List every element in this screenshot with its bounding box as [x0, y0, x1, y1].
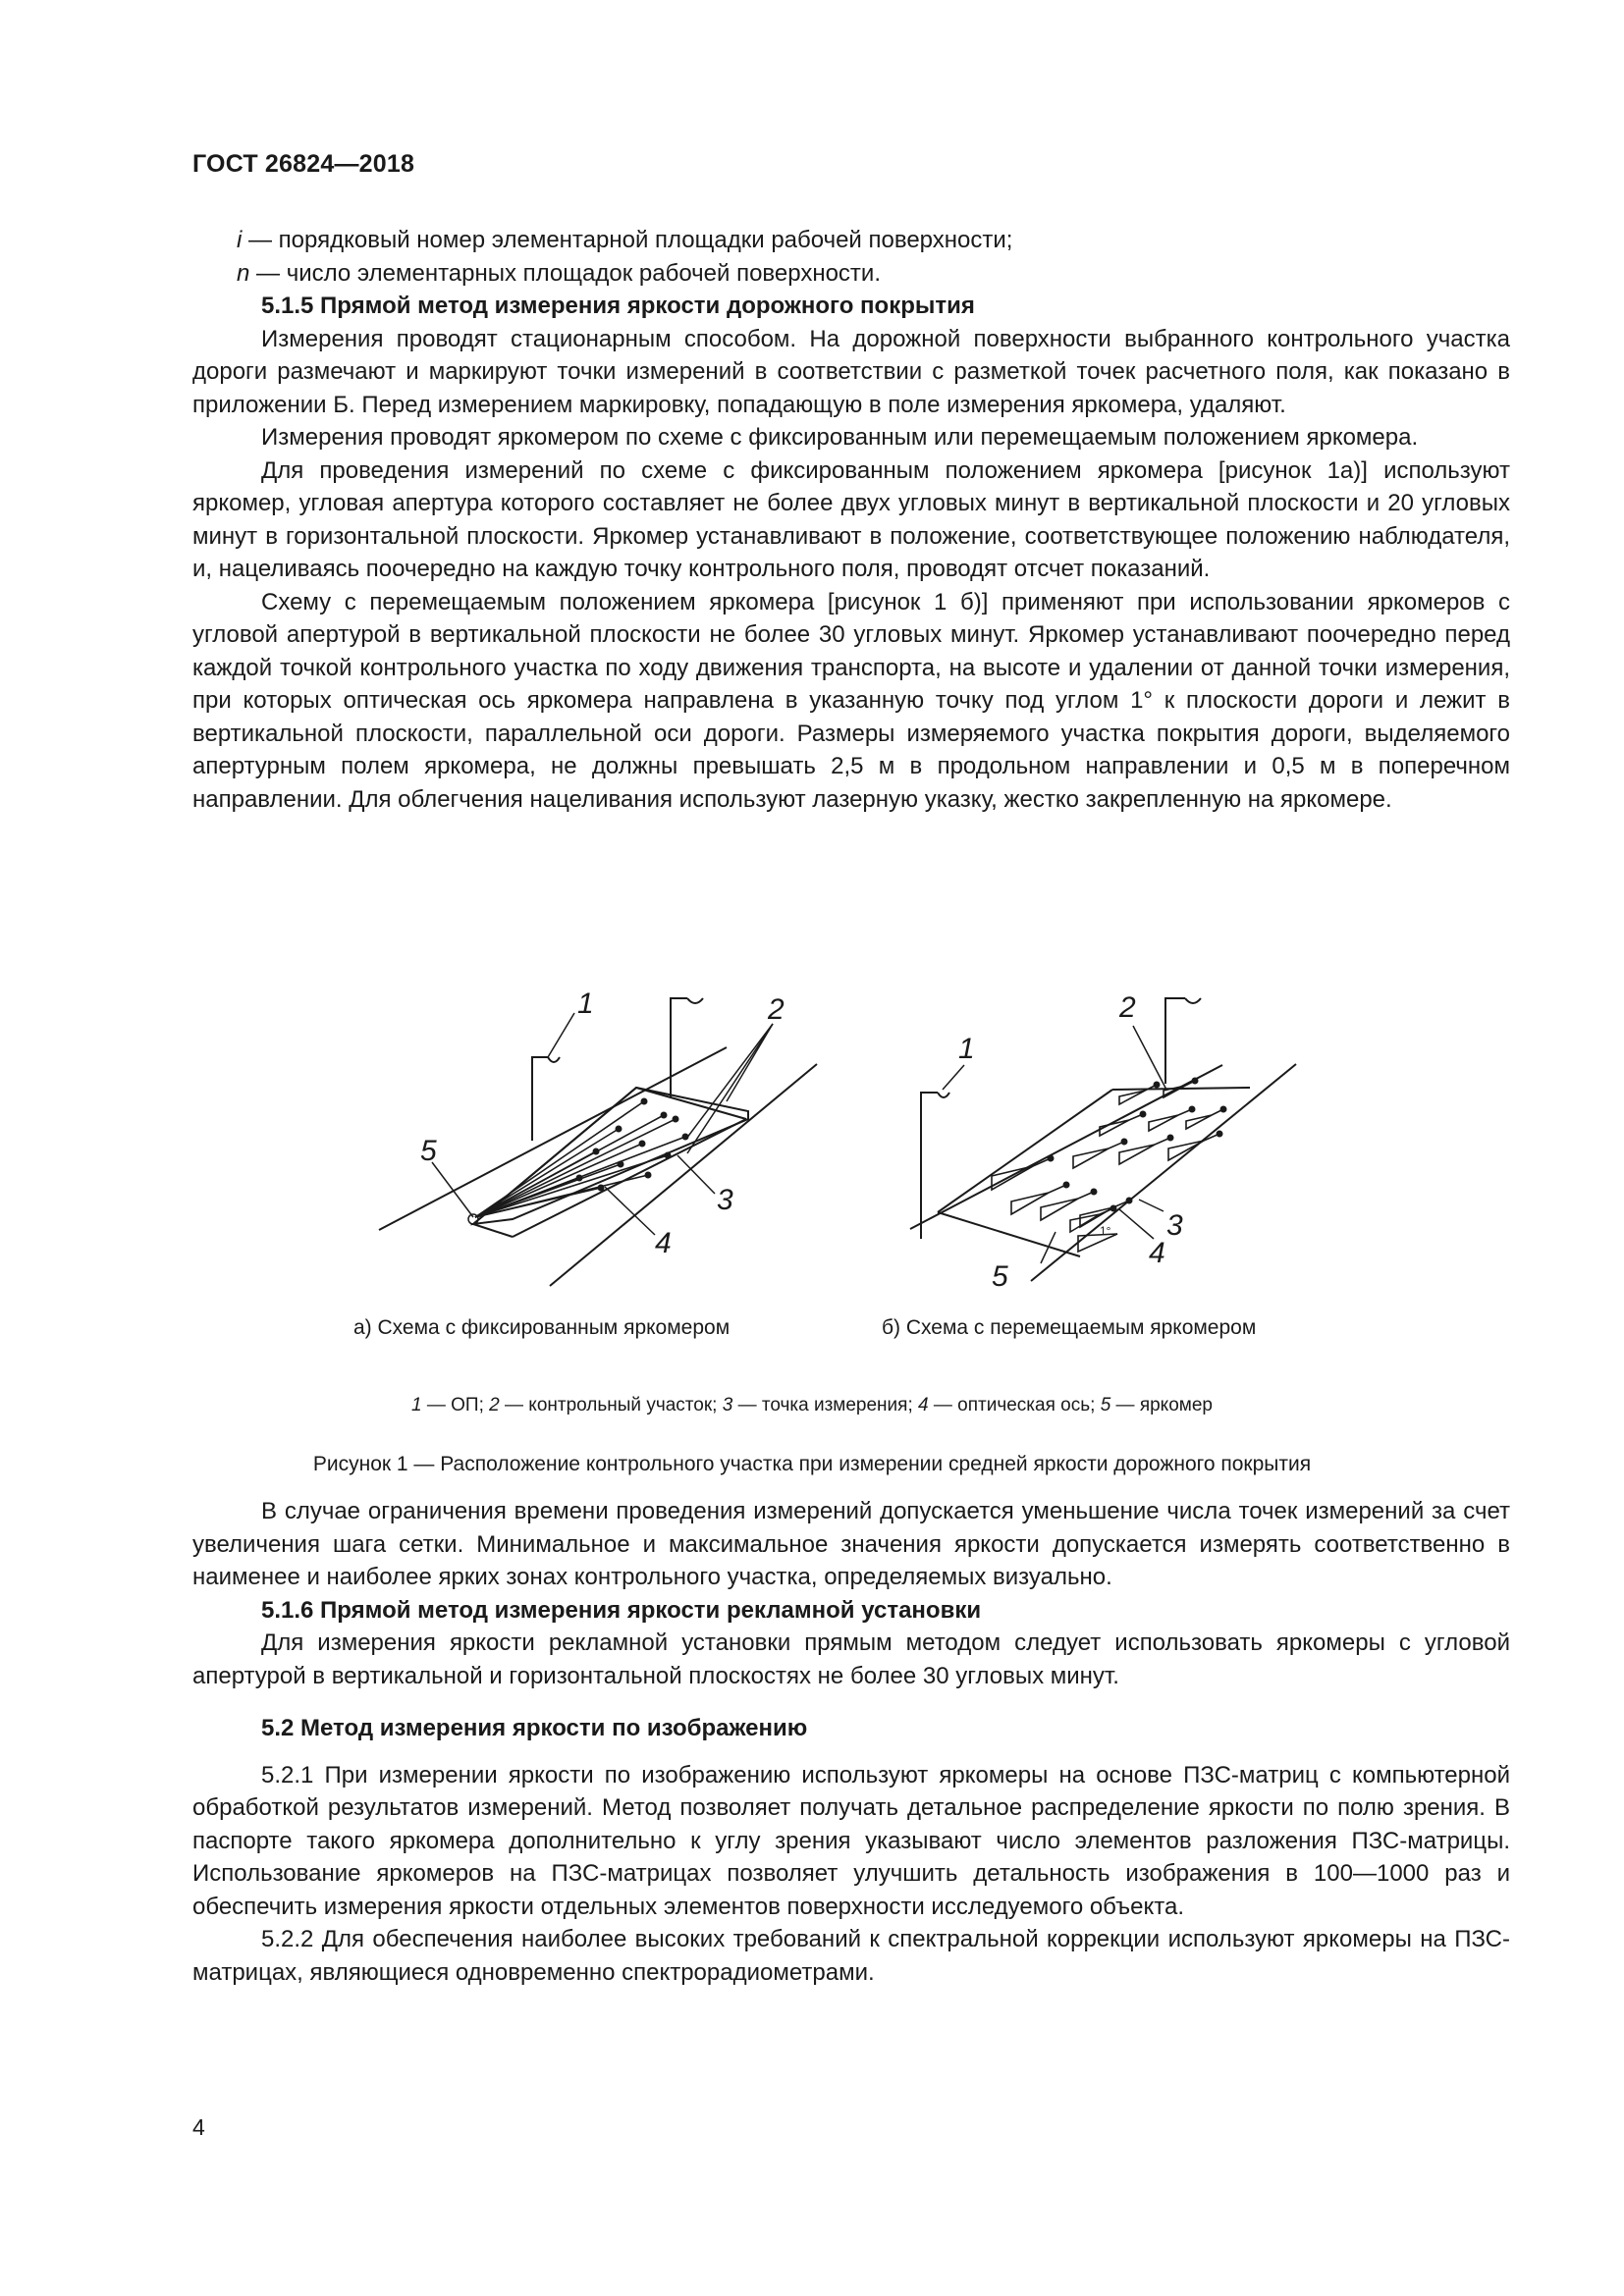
leader-line [605, 1187, 655, 1235]
observation-point-pole [532, 1057, 548, 1141]
measurement-point [665, 1152, 672, 1159]
paragraph: В случае ограничения времени проведения измерений допускается уменьшение числа точек измерений за счет увеличения шага сетки. Минимальное и максимальное значения яркости допускается измерять соответственно в наименее и наиболее ярких зонах контрольного участка, определяемых визуально. [192, 1498, 1510, 1590]
legend-text: — контрольный участок; [499, 1395, 723, 1415]
paragraph: Для измерения яркости рекламной установки прямым методом следует использовать яркомеры с угловой апертурой в вертикальной и горизонтальной плоскостях не более 30 угловых минут. [192, 1629, 1510, 1689]
leader-line [687, 1024, 773, 1153]
paragraph: 5.2.1 При измерении яркости по изображению используют яркомеры на основе ПЗС-матриц с компьютерной обработкой результатов измерений. Метод позволяет получать детальное распределение яркости по полю зрения. В паспорте такого яркомера дополнительно к углу зрения указывают число элементов разложения ПЗС-матрицы. Использование яркомеров на ПЗС-матрицах позволяет улучшить детальность изображения в 100—1000 раз и обеспечить измерения яркости отдельных элементов поверхности исследуемого объекта. [192, 1761, 1510, 1920]
section-heading-5-1-5: 5.1.5 Прямой метод измерения яркости дорожного покрытия [261, 293, 975, 319]
figure-a-label-4: 4 [655, 1227, 672, 1259]
measurement-point [1220, 1106, 1227, 1113]
angle-mark: 1° [1100, 1224, 1111, 1238]
measurement-point [1189, 1106, 1196, 1113]
definition-symbol: i [237, 227, 243, 253]
control-area-edge [636, 1088, 746, 1119]
leader-line [548, 1013, 574, 1057]
measurement-point [1048, 1155, 1055, 1162]
observation-point-pole [1165, 998, 1185, 1084]
measurement-point [1140, 1111, 1147, 1118]
figure-b-label-2: 2 [1119, 991, 1136, 1024]
paragraph: Для проведения измерений по схеме с фиксированным положением яркомера [рисунок 1а)] используют яркомер, угловая апертура которого составляет не более двух угловых минут в вертикальной плоскости и 20 угловых минут в горизонтальной плоскости. Яркомер устанавливают в положение, соответствующее положению наблюдателя, и, нацеливаясь поочередно на каждую точку контрольного поля, проводят отсчет показаний. [192, 456, 1510, 582]
meter-wedge [992, 1158, 1051, 1190]
figure-a-label-3: 3 [717, 1184, 733, 1216]
measurement-point [639, 1141, 646, 1148]
leader-line [1139, 1200, 1164, 1211]
legend-number: 1 [411, 1395, 422, 1415]
figure-legend [0, 1395, 1624, 1416]
observation-point-marker [687, 998, 703, 1003]
luminance-meter [468, 1214, 478, 1224]
figure-caption-b: б) Схема с перемещаемым яркомером [882, 1316, 1257, 1339]
legend-number: 5 [1100, 1395, 1111, 1415]
paragraph: 5.2.2 Для обеспечения наиболее высоких требований к спектральной коррекции используют яркомеры на ПЗС-матрицах, являющиеся одновременно спектрорадиометрами. [192, 1926, 1510, 1986]
section-heading-5-2: 5.2 Метод измерения яркости по изображению [261, 1715, 808, 1741]
measurement-point [616, 1126, 623, 1133]
measurement-point [661, 1112, 668, 1119]
measurement-point [673, 1116, 679, 1123]
measurement-point [1217, 1131, 1223, 1138]
section-heading-5-1-6: 5.1.6 Прямой метод измерения яркости рекламной установки [261, 1596, 982, 1624]
observation-point-marker [548, 1057, 560, 1062]
legend-text: — ОП; [421, 1395, 490, 1415]
control-area-edge [938, 1212, 1080, 1256]
meter-wedge [1080, 1201, 1129, 1227]
figure-b-label-3: 3 [1166, 1209, 1183, 1242]
control-area-edge [473, 1224, 513, 1237]
measurement-point [1063, 1182, 1070, 1189]
meter-wedge [1041, 1192, 1094, 1220]
measurement-point [598, 1185, 605, 1192]
leader-line [686, 1024, 773, 1139]
paragraph: Измерения проводят яркомером по схеме с фиксированным или перемещаемым положением яркомера. [261, 424, 1419, 451]
figure-a-label-1: 1 [577, 988, 594, 1020]
measurement-point [1167, 1135, 1174, 1142]
figure-a-label-5: 5 [420, 1135, 437, 1167]
paragraph: Измерения проводят стационарным способом. На дорожной поверхности выбранного контрольного участка дороги размечают и маркируют точки измерений в соответствии с разметкой точек расчетного поля, как показано в приложении Б. Перед измерением маркировку, попадающую в поле измерения яркомера, удаляют. [192, 325, 1510, 418]
figure-b-label-1: 1 [958, 1033, 975, 1065]
figure-title: Рисунок 1 — Расположение контрольного участка при измерении средней яркости дорожного покрытия [312, 1453, 1312, 1475]
figure-a-label-2: 2 [768, 993, 785, 1026]
paragraph: Схему с перемещаемым положением яркомера [рисунок 1 б)] применяют при использовании яркомеров с угловой апертурой в вертикальной плоскости не более 30 угловых минут. Яркомер устанавливают поочередно перед каждой точкой контрольного участка по ходу движения транспорта, на высоте и удалении от данной точки измерения, при которых оптическая ось яркомера направлена в указанную точку под углом 1° к плоскости дороги и лежит в вертикальной плоскости, параллельной оси дороги. Размеры измеряемого участка покрытия дороги, выделяемого апертурным полем яркомера, не должны превышать 2,5 м в продольном направлении и 0,5 м в поперечном направлении. Для облегчения нацеливания используют лазерную указку, жестко закрепленную на яркомере. [192, 588, 1510, 813]
text-block-bottom [192, 1495, 1510, 1989]
observation-point-marker [1185, 998, 1201, 1003]
legend-number: 2 [489, 1395, 500, 1415]
definition-text: — число элементарных площадок рабочей поверхности. [249, 259, 881, 287]
measurement-point [1121, 1139, 1128, 1146]
page-number: 4 [192, 2114, 205, 2140]
figure-b-label-4: 4 [1149, 1237, 1165, 1269]
observation-point-pole [671, 998, 687, 1097]
document-header: ГОСТ 26824—2018 [192, 150, 415, 178]
definition-symbol: n [237, 259, 250, 287]
measurement-point [682, 1134, 689, 1141]
leader-line [1133, 1026, 1166, 1090]
measurement-point [645, 1172, 652, 1179]
legend-number: 4 [918, 1395, 929, 1415]
measurement-point [641, 1098, 648, 1105]
legend-text: — точка измерения; [732, 1395, 919, 1415]
leader-line [943, 1065, 964, 1090]
control-area-edge [938, 1090, 1112, 1212]
measurement-point [1091, 1189, 1098, 1196]
measurement-point [576, 1175, 583, 1182]
measurement-point [593, 1148, 600, 1155]
figure-caption-a: а) Схема с фиксированным яркомером [353, 1316, 731, 1339]
measurement-point [1110, 1205, 1117, 1212]
measurement-point [1126, 1198, 1133, 1204]
legend-number: 3 [722, 1395, 733, 1415]
meter-wedge [1119, 1085, 1157, 1104]
meter-wedge [1073, 1142, 1124, 1168]
legend-text: — оптическая ось; [928, 1395, 1101, 1415]
definition-text: — порядковый номер элементарной площадки рабочей поверхности; [242, 227, 1013, 253]
optical-ray [475, 1144, 642, 1217]
figure-b-label-5: 5 [992, 1260, 1008, 1293]
leader-line [1119, 1209, 1154, 1239]
observation-point-marker [938, 1093, 949, 1097]
measurement-point [1154, 1082, 1161, 1089]
measurement-point [618, 1161, 624, 1168]
measurement-point [1192, 1078, 1199, 1085]
optical-ray [475, 1119, 676, 1217]
leader-line [432, 1162, 473, 1217]
legend-text: — яркомер [1110, 1395, 1213, 1415]
